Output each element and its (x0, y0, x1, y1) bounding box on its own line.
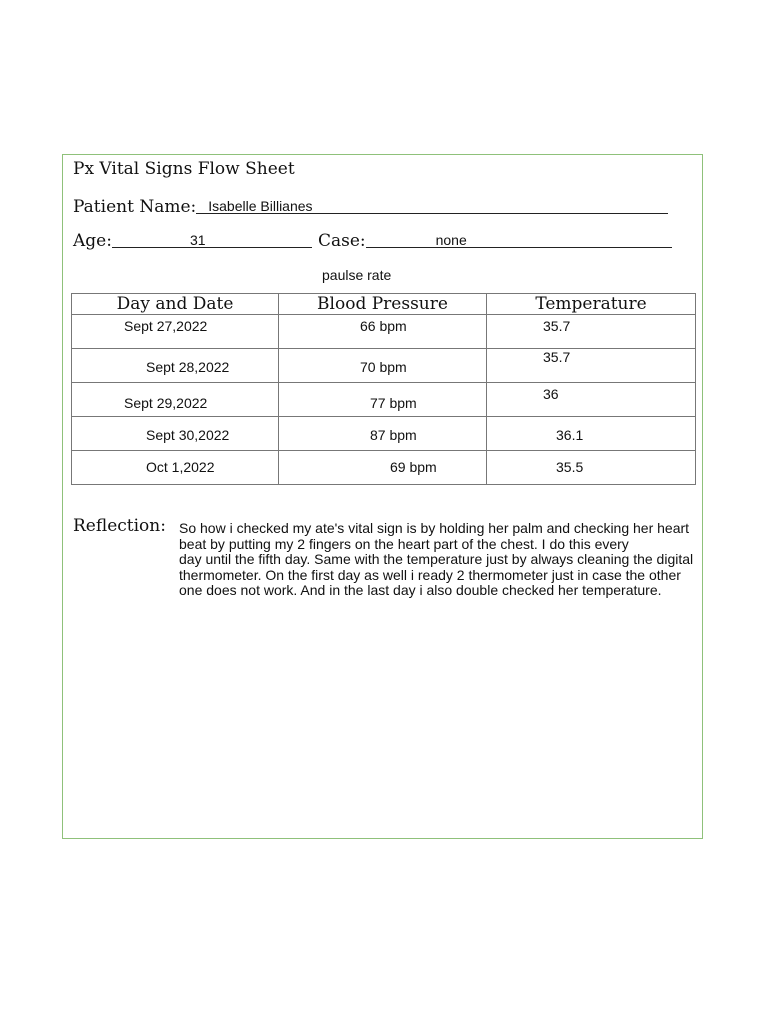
age-label: Age: (73, 231, 112, 251)
case-line (366, 229, 672, 248)
temp-cell (487, 315, 696, 349)
pulse-cell (279, 383, 487, 417)
age-line (112, 229, 312, 248)
case-label: Case: (317, 231, 366, 251)
temp-cell (487, 349, 696, 383)
table-row (72, 349, 696, 383)
patient-name-label: Patient Name: (73, 197, 197, 217)
temp-cell (487, 417, 696, 451)
header-day-date: Day and Date (72, 294, 279, 315)
temp-cell (487, 383, 696, 417)
pulse-rate-annotation: paulse rate (322, 267, 392, 283)
temp-text: 36.1 (556, 427, 584, 443)
pulse-text: 66 bpm (360, 318, 407, 334)
table-row (72, 315, 696, 349)
pulse-cell (279, 349, 487, 383)
pulse-text: 77 bpm (370, 395, 417, 411)
pulse-cell (279, 417, 487, 451)
date-text: Oct 1,2022 (146, 459, 215, 475)
table-row (72, 417, 696, 451)
reflection-text: So how i checked my ate's vital sign is by holding her palm and checking her heart beat by putting my 2 fingers on the heart part of the chest. I do this every day until the fifth day. Same with the temperature just by always cleaning the digital thermometer. On the first day as well i ready 2 thermometer just in case the other one does not work. And in the last day i also double checked her temperature. (179, 520, 694, 598)
vital-signs-sheet (62, 154, 703, 839)
date-text: Sept 29,2022 (124, 395, 208, 411)
date-text: Sept 30,2022 (146, 427, 230, 443)
pulse-text: 70 bpm (360, 359, 407, 375)
date-cell (72, 349, 279, 383)
age-value: 31 (189, 232, 206, 248)
temp-text: 35.7 (543, 349, 571, 365)
header-temperature: Temperature (487, 294, 696, 315)
patient-name-value: Isabelle Billianes (208, 198, 313, 214)
table-header-row (72, 294, 696, 315)
temp-text: 35.5 (556, 459, 584, 475)
date-text: Sept 27,2022 (124, 318, 208, 334)
header-blood-pressure: Blood Pressure (279, 294, 487, 315)
reflection-label: Reflection: (73, 516, 166, 536)
patient-name-row (73, 193, 668, 217)
age-case-row (73, 227, 672, 251)
table-row (72, 383, 696, 417)
date-text: Sept 28,2022 (146, 359, 230, 375)
pulse-text: 69 bpm (390, 459, 437, 475)
date-cell (72, 315, 279, 349)
temp-text: 35.7 (543, 318, 571, 334)
vitals-table (71, 293, 696, 485)
pulse-text: 87 bpm (370, 427, 417, 443)
date-cell (72, 417, 279, 451)
case-value: none (435, 232, 467, 248)
table-row (72, 451, 696, 485)
pulse-cell (279, 451, 487, 485)
pulse-cell (279, 315, 487, 349)
date-cell (72, 383, 279, 417)
patient-name-line (196, 195, 668, 214)
temp-cell (487, 451, 696, 485)
date-cell (72, 451, 279, 485)
sheet-title: Px Vital Signs Flow Sheet (73, 159, 295, 179)
temp-text: 36 (543, 386, 559, 402)
